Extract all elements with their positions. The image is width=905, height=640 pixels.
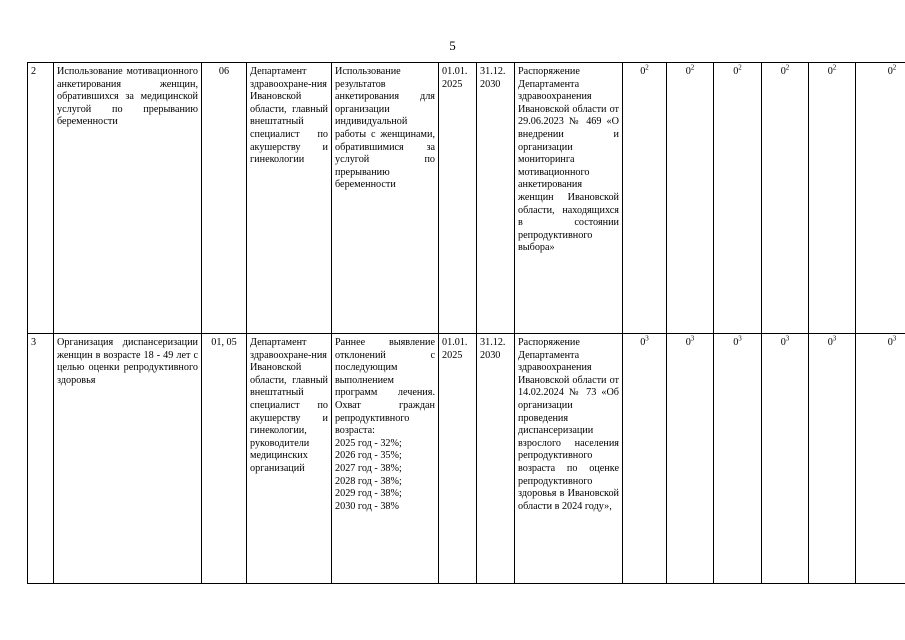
start-date: 01.01. 2025 bbox=[439, 63, 477, 334]
executor: Департамент здравоохране-ния Ивановской области, главный внештатный специалист по акушерству и гинекологии, руководители медицинских организаций bbox=[247, 334, 332, 584]
value-cell: $0^2$ bbox=[714, 63, 762, 334]
row-number: 3 bbox=[28, 334, 54, 584]
table-row bbox=[28, 334, 905, 584]
legal-document: Распоряжение Департамента здравоохранения Ивановской области от 14.02.2024 № 73 «Об организации проведения диспансеризации взрослого населения репродуктивного возраста по оценке репродуктивного здоровья в Ивановской области в 2024 году», bbox=[515, 334, 623, 584]
result-year: 2026 год - 35%; bbox=[335, 450, 402, 462]
start-date: 01.01. 2025 bbox=[439, 334, 477, 584]
program-table bbox=[27, 62, 905, 584]
value-cell: $0^2$ bbox=[856, 63, 905, 334]
value-cell: $0^3$ bbox=[667, 334, 714, 584]
result-year: 2030 год - 38% bbox=[335, 500, 399, 512]
event-name: Использование мотивационного анкетирования женщин, обратившихся за медицинской услугой по прерыванию беременности bbox=[54, 63, 202, 334]
expected-result: Использование результатов анкетирования для организации индивидуальной работы с женщинами, обратившимися за услугой по прерыванию беременности bbox=[332, 63, 439, 334]
legal-document: Распоряжение Департамента здравоохранения Ивановской области от 29.06.2023 № 469 «О внедрении и организации мониторинга мотивационного анкетирования женщин Ивановской области, находящихся в состоянии репродуктивного выбора» bbox=[515, 63, 623, 334]
result-year: 2025 год - 32%; bbox=[335, 437, 402, 449]
value-cell: $0^3$ bbox=[856, 334, 905, 584]
value-cell: $0^3$ bbox=[714, 334, 762, 584]
expected-result bbox=[332, 334, 439, 584]
value-cell: $0^3$ bbox=[623, 334, 667, 584]
executor: Департамент здравоохране-ния Ивановской области, главный внештатный специалист по акушерству и гинекологии bbox=[247, 63, 332, 334]
result-year: 2029 год - 38%; bbox=[335, 488, 402, 500]
event-name: Организация диспансеризации женщин в возрасте 18 - 49 лет с целью оценки репродуктивного здоровья bbox=[54, 334, 202, 584]
value-cell: $0^2$ bbox=[762, 63, 809, 334]
value-cell: $0^3$ bbox=[809, 334, 856, 584]
page-number: 5 bbox=[449, 38, 456, 53]
result-year: 2027 год - 38%; bbox=[335, 462, 402, 474]
value-cell: $0^2$ bbox=[809, 63, 856, 334]
row-number: 2 bbox=[28, 63, 54, 334]
end-date: 31.12. 2030 bbox=[477, 334, 515, 584]
result-year: 2028 год - 38%; bbox=[335, 475, 402, 487]
event-code: 01, 05 bbox=[202, 334, 247, 584]
event-code: 06 bbox=[202, 63, 247, 334]
value-cell: $0^2$ bbox=[623, 63, 667, 334]
end-date: 31.12. 2030 bbox=[477, 63, 515, 334]
value-cell: $0^2$ bbox=[667, 63, 714, 334]
table-row bbox=[28, 63, 905, 334]
result-intro: Раннее выявление отклонений с последующим выполнением программ лечения. Охват граждан репродуктивного возраста: bbox=[335, 337, 435, 437]
value-cell: $0^3$ bbox=[762, 334, 809, 584]
